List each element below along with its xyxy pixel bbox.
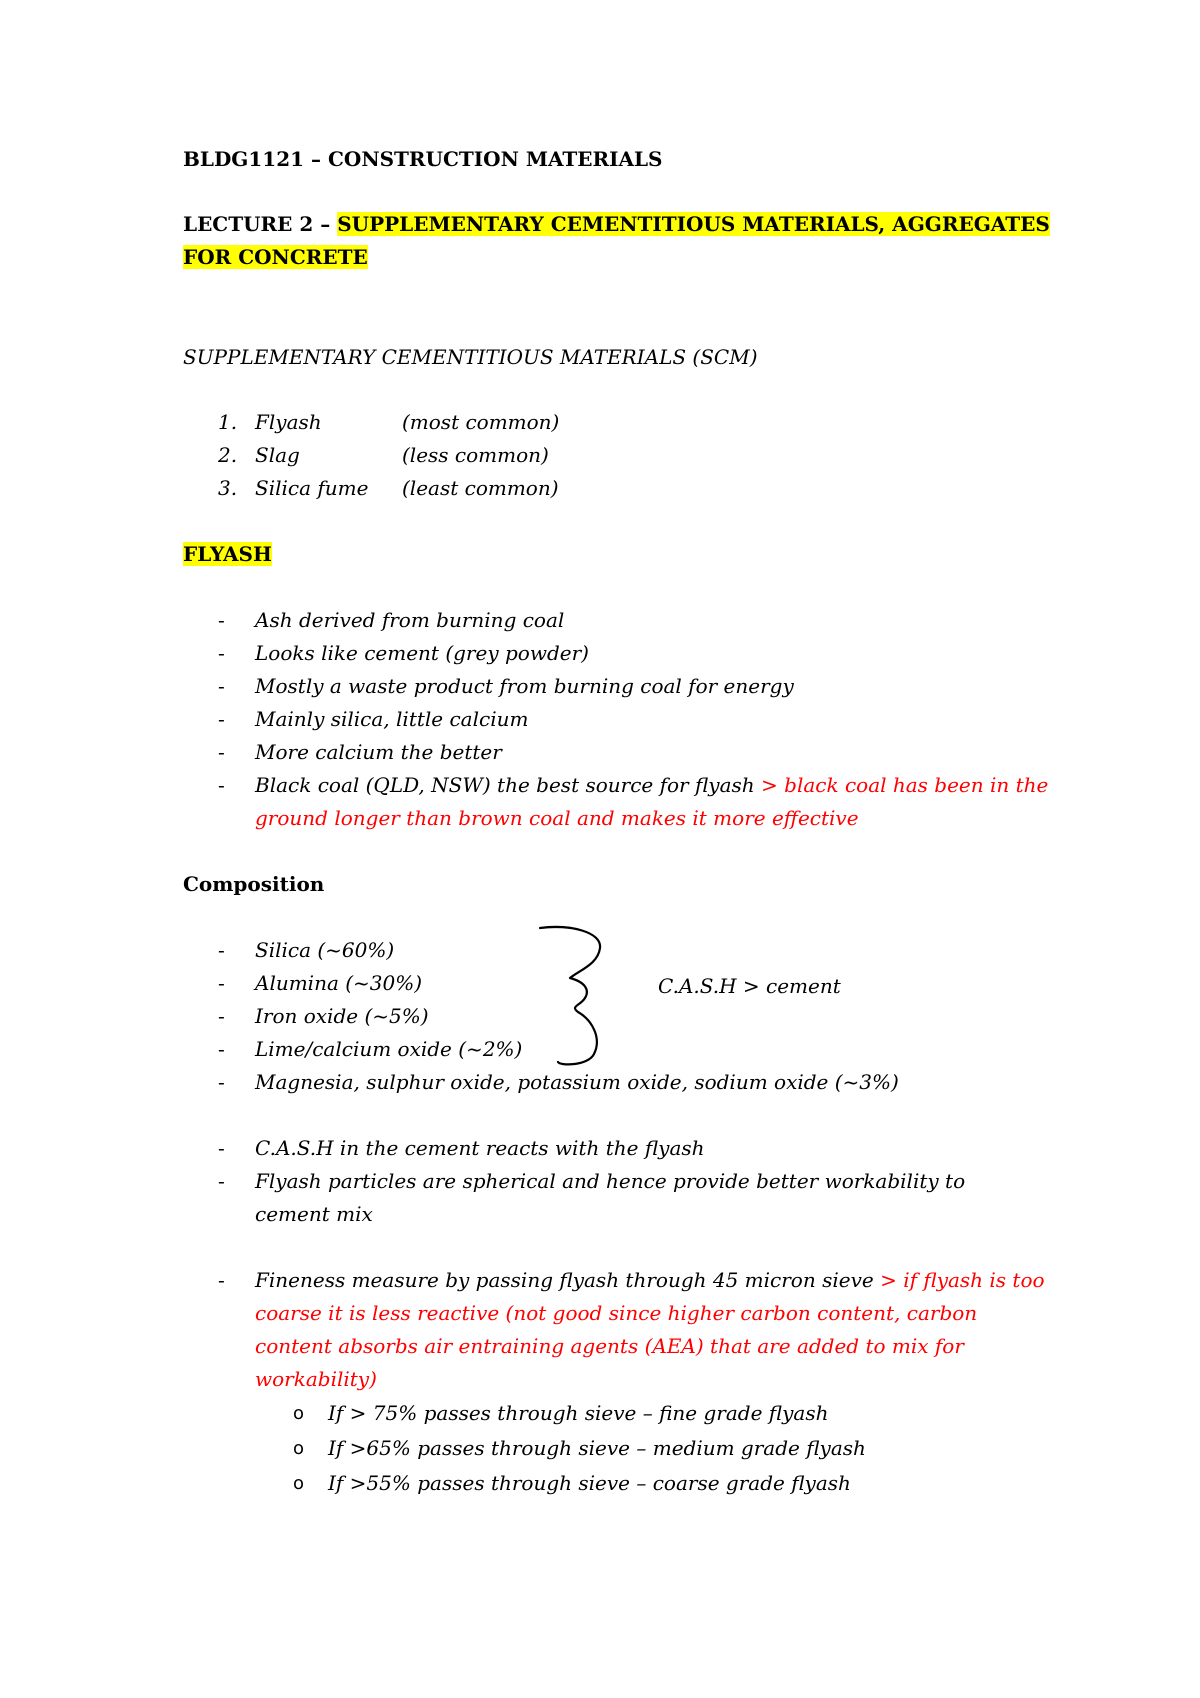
- flyash-bullet: Mostly a waste product from burning coal for energy: [255, 674, 794, 698]
- flyash-heading: [183, 538, 272, 571]
- composition-item: Alumina (~30%): [255, 971, 423, 995]
- sub-bullet-mark: o: [293, 1473, 305, 1494]
- composition-item: Silica (~60%): [255, 938, 395, 962]
- scm-heading: SUPPLEMENTARY CEMENTITIOUS MATERIALS (SCM): [183, 345, 758, 369]
- composition-item: Lime/calcium oxide (~2%): [255, 1037, 523, 1061]
- grade-item: If > 75% passes through sieve – fine grade flyash: [328, 1401, 829, 1425]
- note-item: C.A.S.H in the cement reacts with the flyash: [255, 1136, 705, 1160]
- curly-brace-drawing: [530, 920, 620, 1070]
- lecture-title-highlight-2: FOR CONCRETE: [183, 245, 368, 269]
- scm-item-note: (most common): [402, 410, 560, 434]
- fineness-text: Fineness measure by passing flyash through 45 micron sieve: [255, 1268, 881, 1292]
- flyash-bullet: Mainly silica, little calcium: [255, 707, 529, 731]
- bullet-mark: -: [218, 773, 225, 797]
- bullet-mark: -: [218, 1037, 225, 1061]
- brace-note: C.A.S.H > cement: [658, 974, 841, 998]
- composition-item: Iron oxide (~5%): [255, 1004, 429, 1028]
- bullet-mark: -: [218, 641, 225, 665]
- fineness-red-note-continued: coarse it is less reactive (not good since higher carbon content, carbon: [255, 1301, 978, 1325]
- composition-heading: Composition: [183, 872, 325, 896]
- lecture-title-line-2: [183, 241, 368, 274]
- scm-item-note: (less common): [402, 443, 549, 467]
- fineness-red-note-continued: workability): [255, 1367, 377, 1391]
- grade-item: If >55% passes through sieve – coarse grade flyash: [328, 1471, 851, 1495]
- lecture-title-highlight-1: SUPPLEMENTARY CEMENTITIOUS MATERIALS, AGGREGATES: [337, 212, 1050, 236]
- bullet-mark: -: [218, 1268, 225, 1292]
- scm-item-num: 1.: [218, 410, 238, 434]
- bullet-mark: -: [218, 1070, 225, 1094]
- note-item: Flyash particles are spherical and hence provide better workability to: [255, 1169, 966, 1193]
- bullet-mark: -: [218, 707, 225, 731]
- black-coal-red-note-continued: ground longer than brown coal and makes it more effective: [255, 806, 859, 830]
- bullet-mark: -: [218, 740, 225, 764]
- scm-item-num: 3.: [218, 476, 238, 500]
- bullet-mark: -: [218, 608, 225, 632]
- sub-bullet-mark: o: [293, 1403, 305, 1424]
- composition-item: Magnesia, sulphur oxide, potassium oxide, sodium oxide (~3%): [255, 1070, 899, 1094]
- bullet-mark: -: [218, 1169, 225, 1193]
- bullet-mark: -: [218, 674, 225, 698]
- scm-item-name: Silica fume: [255, 476, 369, 500]
- flyash-bullet-black-coal: [255, 769, 1048, 802]
- fineness-red-note-continued: content absorbs air entraining agents (AEA) that are added to mix for: [255, 1334, 964, 1358]
- bullet-mark: -: [218, 1136, 225, 1160]
- scm-item-name: Flyash: [255, 410, 322, 434]
- fineness-item: [255, 1264, 1045, 1297]
- scm-item-note: (least common): [402, 476, 559, 500]
- bullet-mark: -: [218, 1004, 225, 1028]
- lecture-prefix: LECTURE 2 –: [183, 212, 338, 236]
- bullet-mark: -: [218, 971, 225, 995]
- scm-item-name: Slag: [255, 443, 300, 467]
- black-coal-text: Black coal (QLD, NSW) the best source for flyash: [255, 773, 762, 797]
- bullet-mark: -: [218, 938, 225, 962]
- flyash-bullet: Looks like cement (grey powder): [255, 641, 589, 665]
- sub-bullet-mark: o: [293, 1438, 305, 1459]
- fineness-red-note: > if flyash is too: [880, 1268, 1045, 1292]
- black-coal-red-note: > black coal has been in the: [761, 773, 1049, 797]
- flyash-heading-highlight: FLYASH: [183, 542, 272, 566]
- grade-item: If >65% passes through sieve – medium grade flyash: [328, 1436, 866, 1460]
- lecture-title-line-1: [183, 208, 1050, 241]
- flyash-bullet: Ash derived from burning coal: [255, 608, 565, 632]
- scm-item-num: 2.: [218, 443, 238, 467]
- course-title: BLDG1121 – CONSTRUCTION MATERIALS: [183, 147, 663, 171]
- note-item-continued: cement mix: [255, 1202, 373, 1226]
- flyash-bullet: More calcium the better: [255, 740, 502, 764]
